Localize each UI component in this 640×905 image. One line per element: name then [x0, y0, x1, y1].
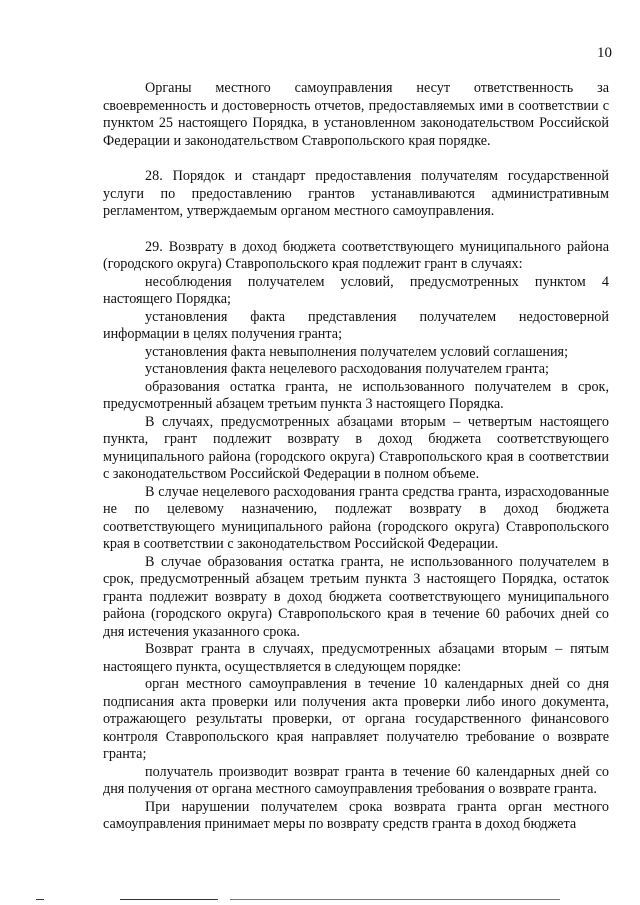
- paragraph-29-case-5: образования остатка гранта, не использованного получателем в срок, предусмотренный абзацем третьим пункта 3 настоящего Порядка.: [103, 378, 609, 412]
- paragraph-return-procedure: Возврат гранта в случаях, предусмотренных абзацами вторым – пятым настоящего пункта, осуществляется в следующем порядке:: [103, 641, 609, 675]
- paragraph-29-case-1: несоблюдения получателем условий, предусмотренных пунктом 4 настоящего Порядка;: [103, 273, 609, 307]
- footer-rule-long: [230, 899, 560, 900]
- paragraph-violation: При нарушении получателем срока возврата гранта орган местного самоуправления принимает меры по возврату средств гранта в доход бюджета: [103, 798, 609, 832]
- paragraph-29-case-2: установления факта представления получателем недостоверной информации в целях получения гранта;: [103, 308, 609, 342]
- paragraph-procedure-step-1: орган местного самоуправления в течение 10 календарных дней со дня подписания акта проверки или получения акта проверки либо иного документа, отражающего результаты проверки, от органа государственного финансового контроля Ставропольского края направляет получателю требование о возврате гранта;: [103, 676, 609, 762]
- paragraph-29: 29. Возврату в доход бюджета соответствующего муниципального района (городского округа) Ставропольского края подлежит грант в случаях:: [103, 238, 609, 272]
- paragraph-responsibility: Органы местного самоуправления несут ответственность за своевременность и достоверность отчетов, предоставляемых ими в соответствии с пунктом 25 настоящего Порядка, в установленном законодательством Российской Федерации и законодательством Ставропольского края порядке.: [103, 80, 609, 149]
- paragraph-procedure-step-2: получатель производит возврат гранта в течение 60 календарных дней со дня получения от органа местного самоуправления требования о возврате гранта.: [103, 763, 609, 797]
- paragraph-29-case-4: установления факта нецелевого расходования получателем гранта;: [145, 361, 549, 377]
- paragraph-28: 28. Порядок и стандарт предоставления получателям государственной услуги по предоставлению грантов устанавливаются административным регламентом, утверждаемым органом местного самоуправления.: [103, 168, 609, 219]
- footer-rule: [120, 899, 218, 900]
- paragraph-remainder-return: В случае образования остатка гранта, не использованного получателем в срок, предусмотренный абзацем третьим пункта 3 настоящего Порядка, остаток гранта подлежит возврату в доход бюджета соответствующего муниципального района (городского округа) Ставропольского края в течение 60 рабочих дней со дня истечения указанного срока.: [103, 553, 609, 640]
- footer-mark: [36, 899, 44, 900]
- document-body: [103, 80, 609, 834]
- paragraph-misuse-return: В случае нецелевого расходования гранта средства гранта, израсходованные не по целевому назначению, подлежат возврату в доход бюджета соответствующего муниципального района (городского округа) Ставропольского края в соответствии с законодательством Российской Федерации.: [103, 483, 609, 552]
- page-number: 10: [597, 45, 612, 61]
- paragraph-29-case-3: установления факта невыполнения получателем условий соглашения;: [145, 343, 569, 360]
- paragraph-full-return: В случаях, предусмотренных абзацами вторым – четвертым настоящего пункта, грант подлежит возврату в доход бюджета соответствующего муниципального района (городского округа) Ставропольского края в соответствии с законодательством Российской Федерации в полном объеме.: [103, 413, 609, 482]
